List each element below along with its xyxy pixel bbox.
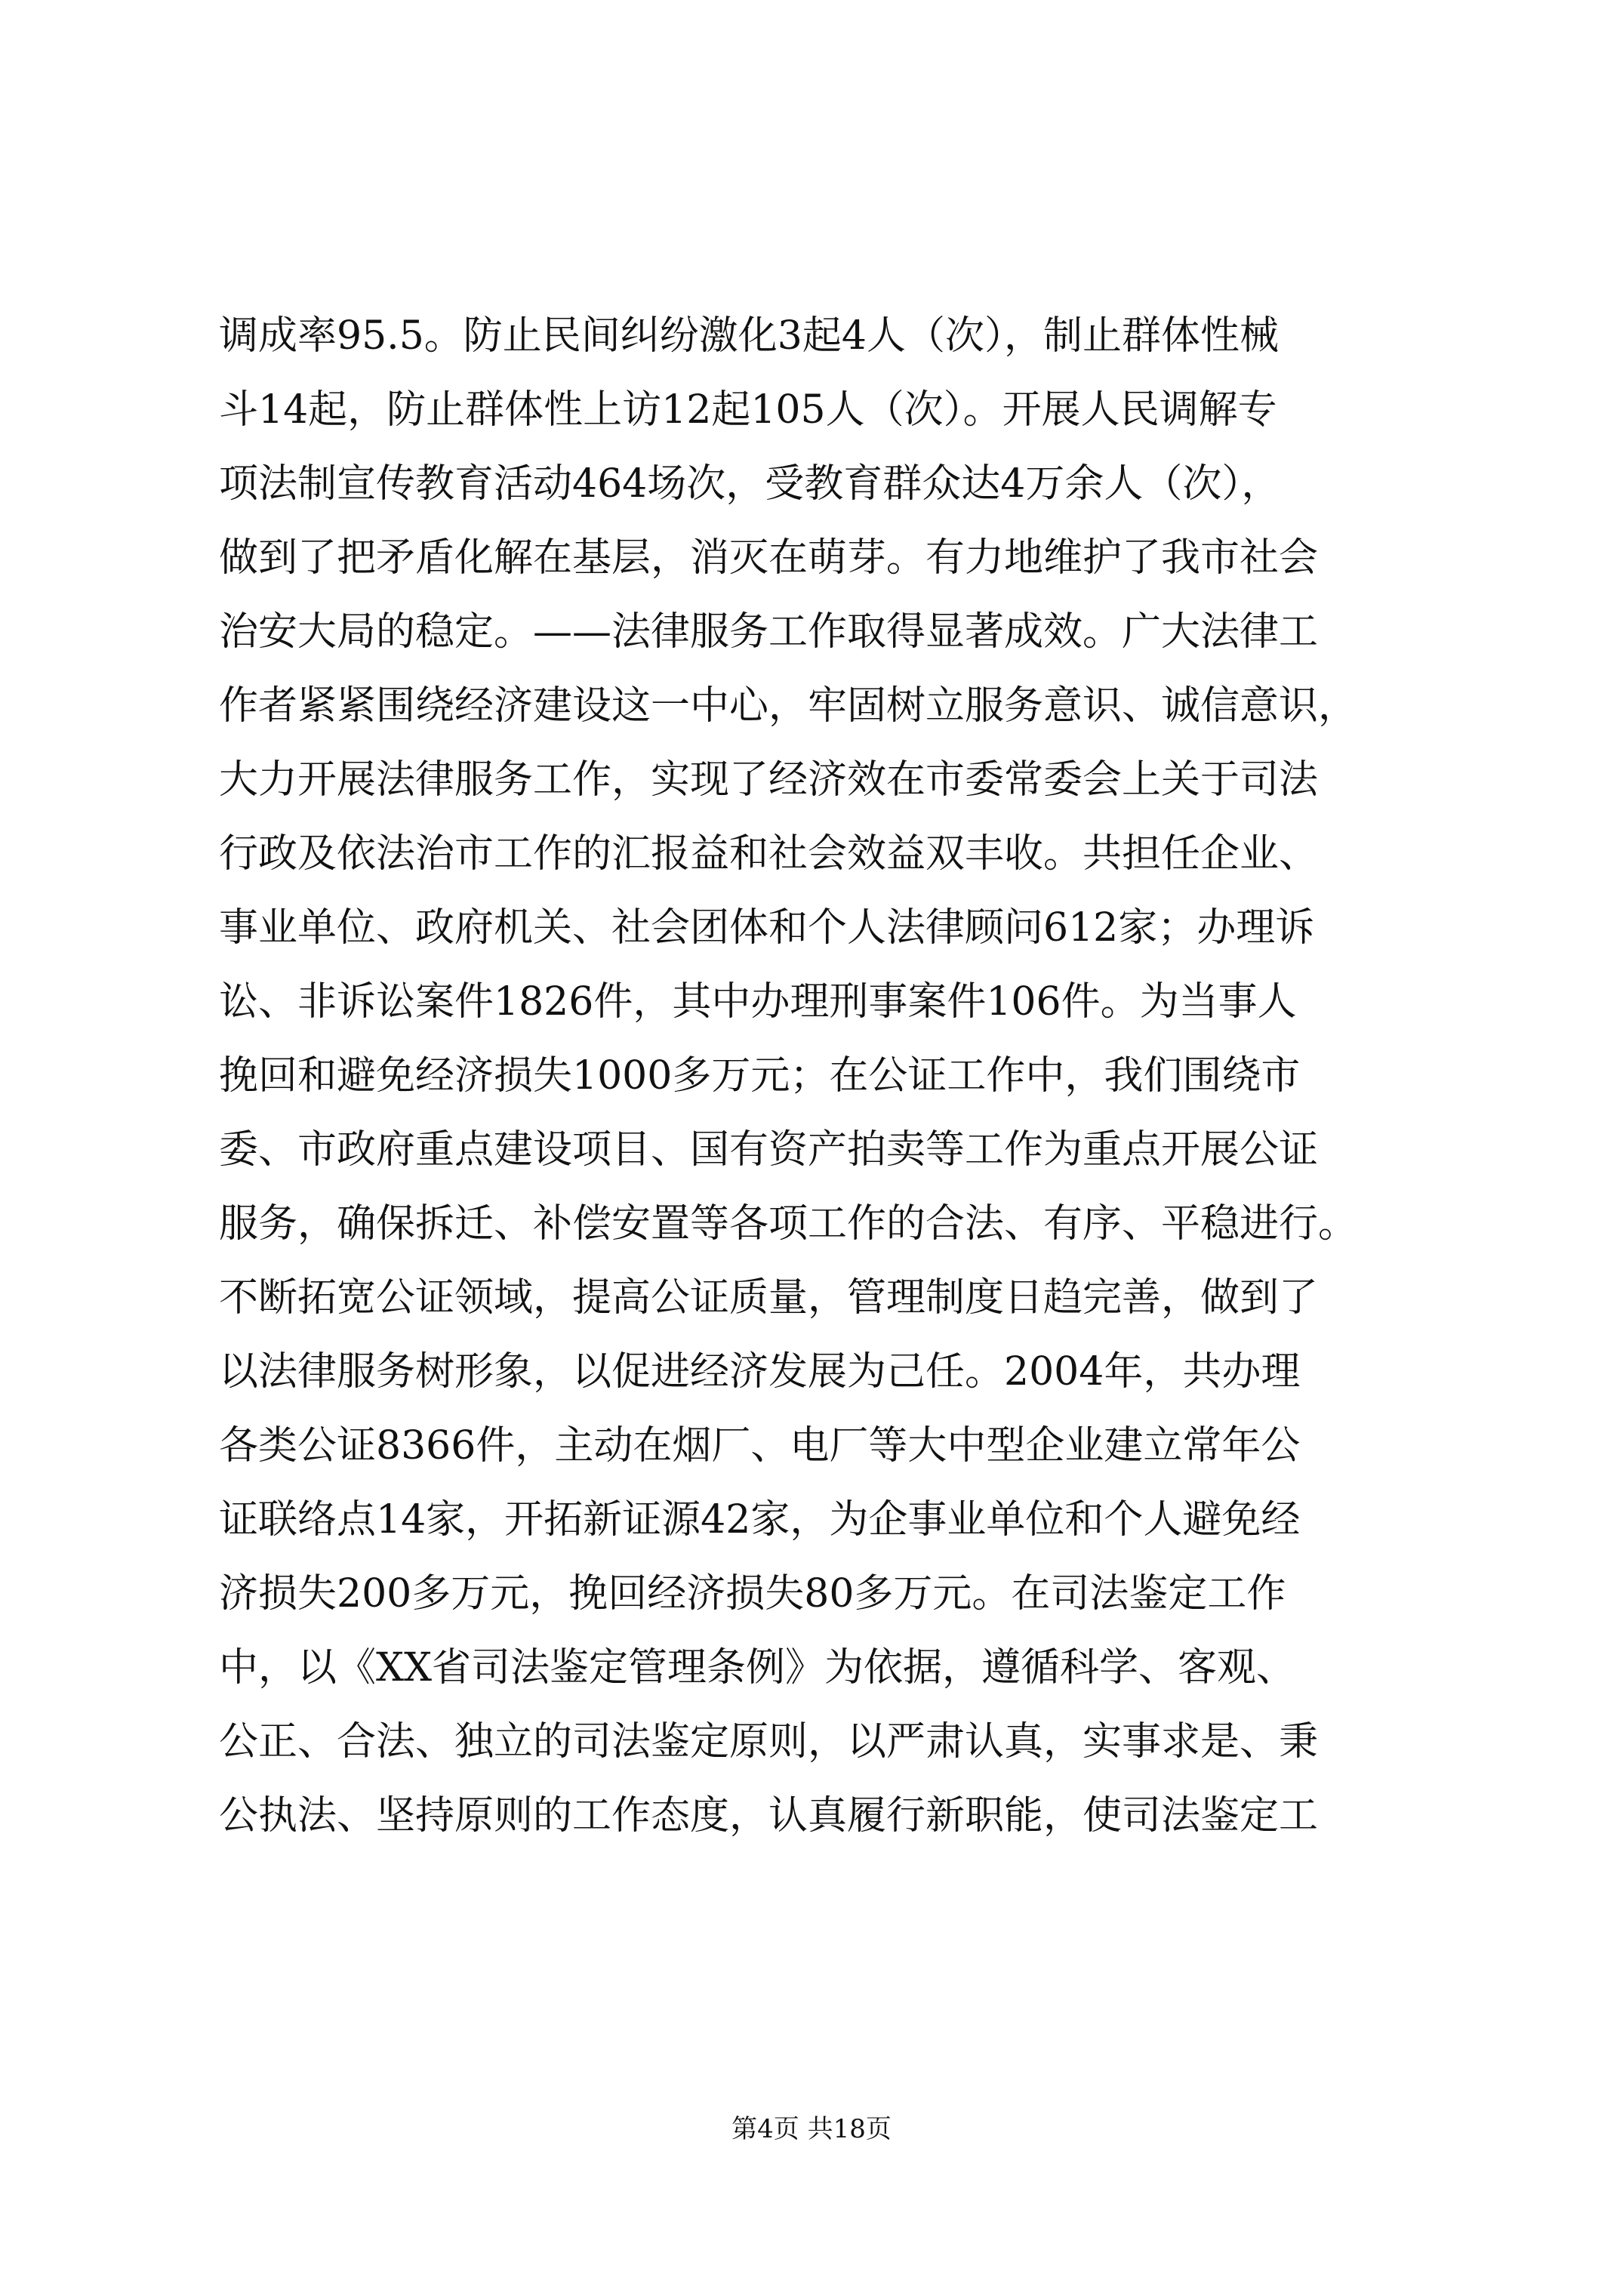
text-line: 中，以《XX省司法鉴定管理条例》为依据，遵循科学、客观、 [219, 1645, 1296, 1690]
page-footer: 第4页 共18页 [731, 2114, 892, 2144]
text-line: 大力开展法律服务工作，实现了经济效在市委常委会上关于司法 [219, 757, 1319, 803]
text-line: 斗14起，防止群体性上访12起105人（次）。开展人民调解专 [219, 387, 1277, 433]
text-line: 行政及依法治市工作的汇报益和社会效益双丰收。共担任企业、 [219, 831, 1319, 877]
text-line: 委、市政府重点建设项目、国有资产拍卖等工作为重点开展公证 [219, 1127, 1319, 1173]
text-line: 公正、合法、独立的司法鉴定原则，以严肃认真，实事求是、秉 [219, 1719, 1319, 1764]
text-line: 以法律服务树形象，以促进经济发展为己任。2004年，共办理 [219, 1349, 1301, 1395]
text-line: 事业单位、政府机关、社会团体和个人法律顾问612家；办理诉 [219, 905, 1315, 951]
text-line: 项法制宣传教育活动464场次，受教育群众达4万余人（次）， [219, 461, 1281, 507]
text-line: 挽回和避免经济损失1000多万元；在公证工作中，我们围绕市 [219, 1053, 1301, 1099]
text-line: 证联络点14家，开拓新证源42家，为企事业单位和个人避免经 [219, 1497, 1301, 1542]
text-line: 调成率95.5。防止民间纠纷激化3起4人（次），制止群体性械 [219, 313, 1279, 359]
text-line: 济损失200多万元，挽回经济损失80多万元。在司法鉴定工作 [219, 1571, 1286, 1616]
text-line: 各类公证8366件，主动在烟厂、电厂等大中型企业建立常年公 [219, 1423, 1301, 1469]
text-line: 做到了把矛盾化解在基层，消灭在萌芽。有力地维护了我市社会 [219, 535, 1319, 581]
text-line: 讼、非诉讼案件1826件，其中办理刑事案件106件。为当事人 [219, 979, 1297, 1025]
body-text [219, 299, 1427, 1853]
text-line: 公执法、坚持原则的工作态度，认真履行新职能，使司法鉴定工 [219, 1793, 1319, 1838]
text-line: 治安大局的稳定。——法律服务工作取得显著成效。广大法律工 [219, 609, 1319, 655]
text-line: 不断拓宽公证领域，提高公证质量，管理制度日趋完善，做到了 [219, 1275, 1319, 1321]
text-line: 作者紧紧围绕经济建设这一中心，牢固树立服务意识、诚信意识， [219, 683, 1358, 729]
text-line: 服务，确保拆迁、补偿安置等各项工作的合法、有序、平稳进行。 [219, 1201, 1358, 1247]
